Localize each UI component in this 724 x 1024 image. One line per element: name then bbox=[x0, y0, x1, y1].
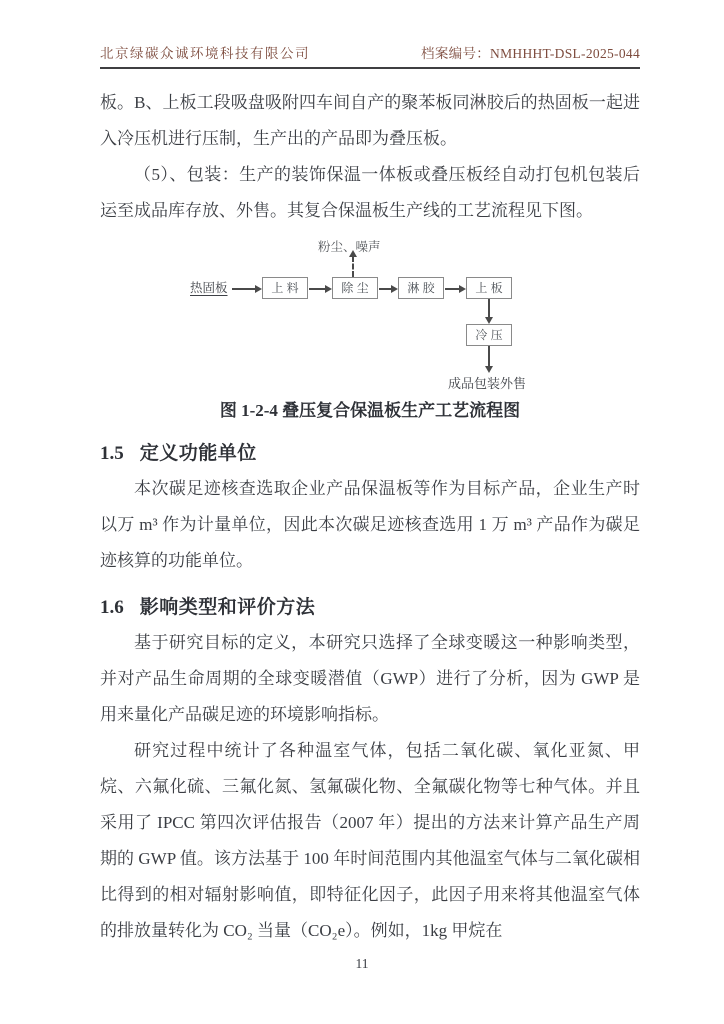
arrow-down bbox=[488, 299, 490, 318]
process-flowchart bbox=[170, 237, 570, 393]
paragraph-continuation: 板。B、上板工段吸盘吸附四车间自产的聚苯板同淋胶后的热固板一起进入冷压机进行压制，生产出的产品即为叠压板。 bbox=[100, 93, 640, 148]
arrow-down bbox=[488, 346, 490, 367]
flowchart-step-coldpress: 冷 压 bbox=[466, 324, 512, 346]
figure-caption: 图 1-2-4 叠压复合保温板生产工艺流程图 bbox=[219, 401, 521, 420]
flowchart-step-dedusting: 除 尘 bbox=[332, 277, 378, 299]
section-1-6-paragraph-2: 研究过程中统计了各种温室气体，包括二氧化碳、氧化亚氮、甲烷、六氟化硫、三氟化氮、氢氟碳化物、全氟碳化物等七种气体。并且采用了 IPCC 第四次评估报告（2007 年）提出的方法来计算产品生产周期的 GWP 值。该方法基于 100 年时间范围内其他温室气体与二氧化碳相比得到的相对辐射影响值，即特征化因子，此因子用来将其他温室气体的排放量转化为 CO₂ 当量（CO₂e）。例如，1kg 甲烷在 bbox=[100, 741, 640, 940]
page-header bbox=[100, 42, 640, 69]
section-1-5-paragraph: 本次碳足迹核查选取企业产品保温板等作为目标产品，企业生产时以万 m³ 作为计量单位，因此本次碳足迹核查选用 1 万 m³ 产品作为碳足迹核算的功能单位。 bbox=[100, 479, 640, 570]
arrow-right bbox=[445, 288, 460, 290]
company-name: 北京绿碳众诚环境科技有限公司 bbox=[100, 46, 310, 61]
flowchart-step-gluing: 淋 胶 bbox=[398, 277, 444, 299]
flowchart-emission-label: 粉尘、噪声 bbox=[318, 240, 381, 254]
section-title: 定义功能单位 bbox=[139, 443, 257, 464]
section-heading-1-5 bbox=[100, 438, 640, 465]
flowchart-input-label: 热固板 bbox=[190, 281, 228, 295]
arrow-right bbox=[232, 288, 256, 290]
archive-number: 档案编号：NMHHHT-DSL-2025-044 bbox=[421, 46, 640, 61]
flowchart-output-label: 成品包装外售 bbox=[448, 376, 527, 391]
section-1-6-paragraph-1: 基于研究目标的定义，本研究只选择了全球变暖这一种影响类型，并对产品生命周期的全球变暖潜值（GWP）进行了分析，因为 GWP 是用来量化产品碳足迹的环境影响指标。 bbox=[100, 633, 640, 724]
page-number: 11 bbox=[355, 956, 369, 971]
section-number: 1.6 bbox=[100, 597, 124, 618]
arrow-right bbox=[309, 288, 326, 290]
section-heading-1-6 bbox=[100, 592, 640, 619]
flowchart-step-boarding: 上 板 bbox=[466, 277, 512, 299]
section-title: 影响类型和评价方法 bbox=[139, 597, 316, 618]
dashed-up-arrow bbox=[352, 256, 354, 277]
paragraph-packaging: （5）、包装：生产的装饰保温一体板或叠压板经自动打包机包装后运至成品库存放、外售。其复合保温板生产线的工艺流程见下图。 bbox=[100, 165, 640, 220]
arrow-right bbox=[379, 288, 392, 290]
flowchart-step-loading: 上 料 bbox=[262, 277, 308, 299]
section-number: 1.5 bbox=[100, 443, 124, 464]
